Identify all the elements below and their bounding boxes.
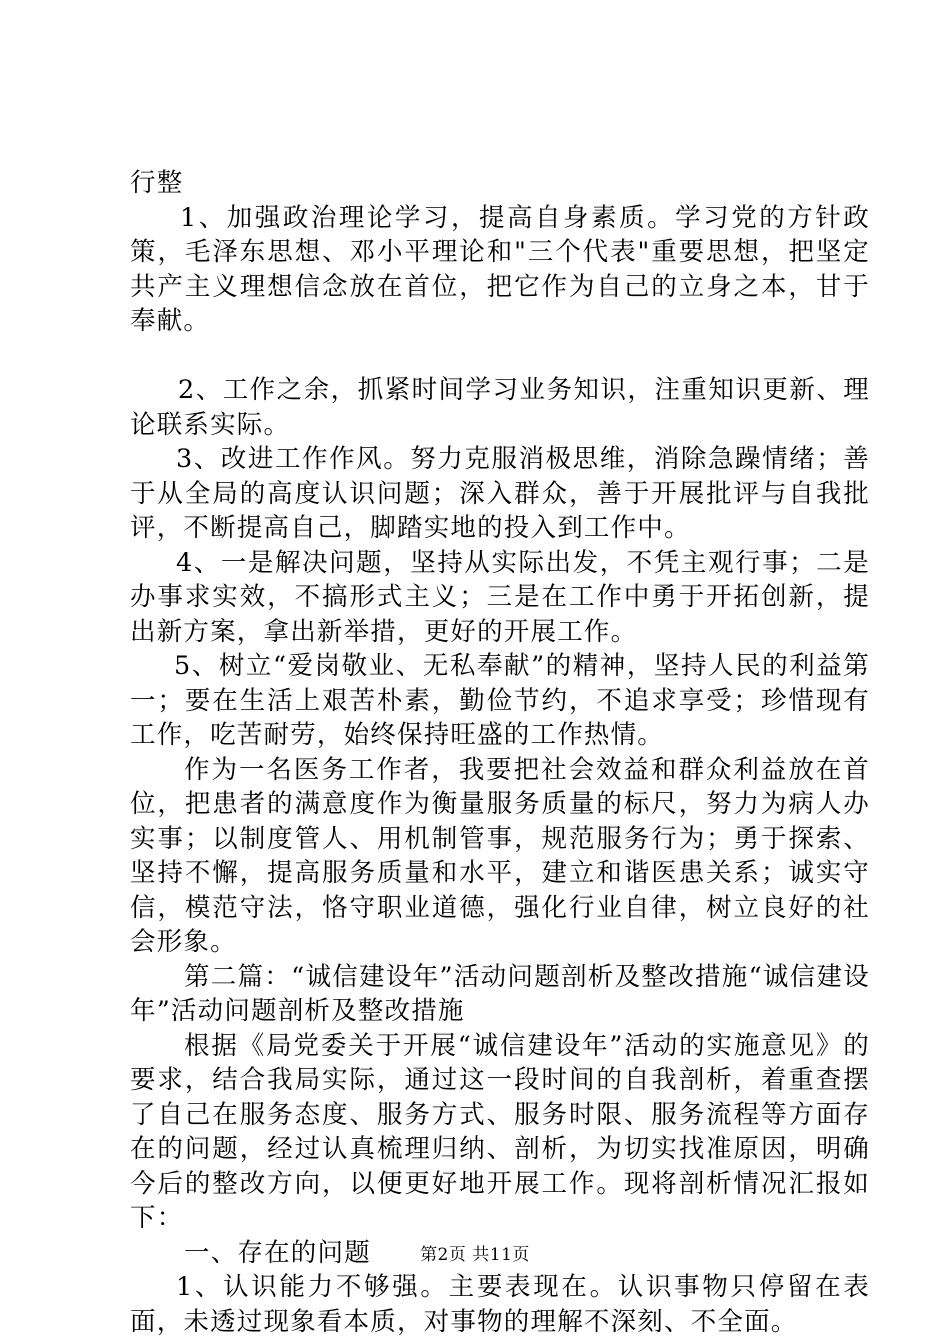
paragraph-introduction: 根据《局党委关于开展“诚信建设年”活动的实施意见》的要求，结合我局实际，通过这一段时间的自我剖析，着重查摆了自己在服务态度、服务方式、服务时限、服务流程等方面存在的问题，经过认真梳理归纳、剖析，为切实找准原因，明确今后的整改方向，以便更好地开展工作。现将剖析情况汇报如下： bbox=[130, 1030, 870, 1233]
paragraph-item-1: 1、加强政治理论学习，提高自身素质。学习党的方针政策，毛泽东思想、邓小平理论和"三个代表"重要思想，把坚定共产主义理想信念放在首位，把它作为自己的立身之本，甘于奉献。 bbox=[130, 202, 870, 336]
paragraph-item-3: 3、改进工作作风。努力克服消极思维，消除急躁情绪；善于从全局的高度认识问题；深入群众，善于开展批评与自我批评，不断提高自己，脚踏实地的投入到工作中。 bbox=[130, 444, 870, 543]
document-body bbox=[130, 166, 870, 1339]
paragraph-heading-fragment: 行整 bbox=[130, 168, 184, 198]
paragraph-commitment: 作为一名医务工作者，我要把社会效益和群众利益放在首位，把患者的满意度作为衡量服务质量的标尺，努力为病人办实事；以制度管人、用机制管事，规范服务行为；勇于探索、坚持不懈，提高服务质量和水平，建立和谐医患关系；诚实守信，模范守法，恪守职业道德，强化行业自律，树立良好的社会形象。 bbox=[130, 754, 870, 957]
paragraph-section-title: 第二篇：“诚信建设年”活动问题剖析及整改措施“诚信建设年”活动问题剖析及整改措施 bbox=[130, 961, 870, 1026]
paragraph-problem-1: 1、认识能力不够强。主要表现在。认识事物只停留在表面，未透过现象看本质，对事物的理解不深刻、不全面。 bbox=[130, 1272, 870, 1337]
paragraph-item-5: 5、树立“爱岗敬业、无私奉献”的精神，坚持人民的利益第一；要在生活上艰苦朴素，勤俭节约，不追求享受；珍惜现有工作，吃苦耐劳，始终保持旺盛的工作热情。 bbox=[130, 651, 870, 750]
paragraph-subheading-problems: 一、存在的问题 bbox=[184, 1237, 371, 1268]
paragraph-item-4: 4、一是解决问题，坚持从实际出发，不凭主观行事；二是办事求实效，不搞形式主义；三是在工作中勇于开拓创新，提出新方案，拿出新举措，更好的开展工作。 bbox=[130, 547, 870, 647]
paragraph-item-2: 2、工作之余，抓紧时间学习业务知识，注重知识更新、理论联系实际。 bbox=[130, 375, 870, 440]
paragraph-spacer bbox=[130, 339, 870, 374]
page-number-footer: 第2页 共11页 bbox=[420, 1245, 530, 1265]
